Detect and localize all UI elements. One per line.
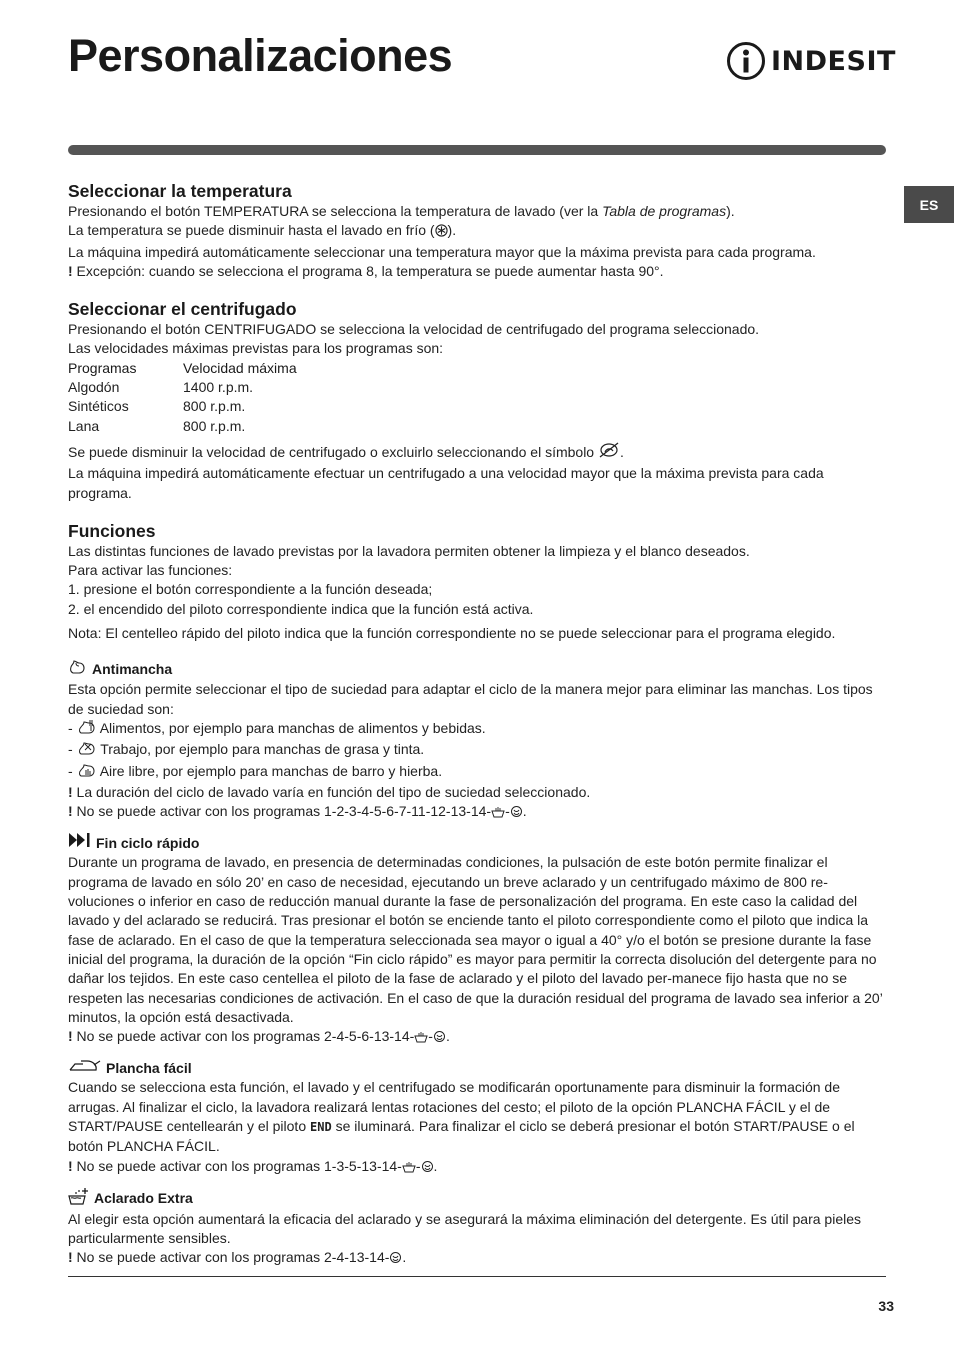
list-item: - Alimentos, por ejemplo para manchas de alimentos y bebidas. — [68, 719, 886, 740]
function-antimancha — [68, 657, 886, 823]
list-item: 2. el encendido del piloto correspondiente indica que la función está activa. — [68, 600, 534, 617]
paragraph: Presionando el botón TEMPERATURA se selecciona la temperatura de lavado (ver la Tabla de programas). — [68, 203, 735, 219]
handwash-icon — [402, 1159, 416, 1178]
paragraph: Cuando se selecciona esta función, el lavado y el centrifugado se modificarán oportunamente para disminuir la formación de arrugas. Al finalizar el ciclo, la lavadora realizará lentas rotaciones del cesto; el piloto de la opción PLANCHA FÁCIL y el de START/PAUSE centellearán y el piloto END se iluminará. Para finalizar el ciclo se deberá presionar el botón START/PAUSE o el botón PLANCHA FÁCIL. — [68, 1079, 855, 1155]
work-stain-icon — [77, 740, 97, 761]
table-row — [68, 417, 297, 436]
paragraph: La temperatura se puede disminuir hasta el lavado en frío ( ). — [68, 221, 886, 242]
section-heading: Seleccionar la temperatura — [68, 181, 292, 201]
list-item: 1. presione el botón correspondiente a la función deseada; — [68, 581, 433, 598]
brand-name: INDESIT — [771, 45, 896, 77]
table-cell: Lana — [68, 417, 100, 434]
note: ! No se puede activar con los programas 1-3-5-13-14- - . — [68, 1157, 886, 1178]
footer-divider — [68, 1276, 886, 1277]
top-divider-bar — [68, 145, 886, 155]
function-fast-end — [68, 832, 886, 1048]
main-content — [68, 180, 886, 1287]
page-number: 33 — [878, 1298, 894, 1314]
function-heading: Antimancha — [68, 657, 886, 680]
note: ! Excepción: cuando se selecciona el programa 8, la temperatura se puede aumentar hasta 90°. — [68, 262, 664, 279]
section-functions — [68, 520, 886, 1270]
table-cell: Algodón — [68, 379, 120, 396]
paragraph: Durante un programa de lavado, en presencia de determinadas condiciones, la pulsación de este botón permite finalizar el programa de lavado en sólo 20’ en caso de necesidad, ejecutando un breve aclarado y un centrifugado máximo de 800 re-voluciones o inferior en caso de reducción manual durante la fase de personalización del programa. En este caso la calidad del lavado y del aclarado se reducirá. Tras presionar el botón se enciende tanto el piloto correspondiente como el piloto que indica la fase de aclarado. En el caso de que la temperatura seleccionada sea mayor o igual a 40° y/o el botón se presione durante la fase inicial del programa, la duración de la opción “Fin ciclo rápido” es mayor para permitir la correcta disolución del detergente para no dañar los tejidos. En este caso centellea el piloto de la fase de aclarado y el piloto del lavado per-manece fijo hasta que no se respeten las necesarias condiciones de activación. En el caso de que la duración residual del programa de lavado sea inferior a 20’ minutos, la opción está desactivada. — [68, 854, 883, 1025]
list-item: - Aire libre, por ejemplo para manchas de barro y hierba. — [68, 762, 886, 783]
function-easy-iron — [68, 1057, 886, 1177]
note: ! La duración del ciclo de lavado varía en función del tipo de suciedad seleccionado. — [68, 783, 591, 800]
paragraph: Al elegir esta opción aumentará la eficacia del aclarado y se asegurará la máxima eliminación del detergente. Es útil para pieles particularmente sensibles. — [68, 1210, 861, 1247]
section-temperature — [68, 180, 886, 281]
spin-exclude-icon — [598, 441, 620, 464]
outdoor-stain-icon — [77, 762, 97, 783]
section-spin — [68, 298, 886, 503]
paragraph: Presionando el botón CENTRIFUGADO se selecciona la velocidad de centrifugado del programa seleccionado. — [68, 321, 760, 338]
table-cell: 800 r.p.m. — [183, 417, 246, 434]
paragraph: La máquina impedirá automáticamente efectuar un centrifugado a una velocidad mayor que la máxima prevista para cada programa. — [68, 465, 824, 501]
note: ! No se puede activar con los programas 2-4-5-6-13-14- - . — [68, 1027, 886, 1048]
end-indicator: END — [310, 1119, 332, 1134]
function-heading: Aclarado Extra — [68, 1187, 886, 1210]
function-heading: Plancha fácil — [68, 1057, 886, 1078]
indesit-i-icon — [726, 41, 766, 81]
note: ! No se puede activar con los programas 1-2-3-4-5-6-7-11-12-13-14- - . — [68, 802, 886, 823]
language-tab: ES — [904, 186, 954, 223]
section-heading: Funciones — [68, 520, 156, 541]
table-cell: 1400 r.p.m. — [183, 379, 254, 396]
paragraph: Nota: El centelleo rápido del piloto indica que la función correspondiente no se puede seleccionar para el programa elegido. — [68, 625, 836, 642]
section-heading: Seleccionar el centrifugado — [68, 299, 297, 320]
table-header: Velocidad máxima — [183, 359, 297, 376]
table-cell: Sintéticos — [68, 398, 129, 415]
table-header: Programas — [68, 359, 137, 376]
table-row — [68, 378, 297, 397]
paragraph: Las distintas funciones de lavado previstas por la lavadora permiten obtener la limpieza y el blanco deseados. — [68, 542, 750, 559]
table-header-row — [68, 359, 297, 378]
wool-icon — [389, 1250, 402, 1269]
handwash-icon — [414, 1029, 428, 1048]
paragraph: Se puede disminuir la velocidad de centrifugado o excluirlo seleccionando el símbolo . — [68, 441, 886, 464]
paragraph: Esta opción permite seleccionar el tipo de suciedad para adaptar el ciclo de la manera mejor para eliminar las manchas. Los tipos de suciedad son: — [68, 681, 873, 717]
cold-wash-icon — [435, 223, 448, 242]
extra-rinse-icon — [68, 1187, 90, 1210]
fast-forward-icon — [68, 832, 92, 853]
wool-icon — [433, 1029, 446, 1048]
iron-icon — [68, 1057, 102, 1078]
paragraph: La máquina impedirá automáticamente seleccionar una temperatura mayor que la máxima prevista para cada programa. — [68, 243, 816, 260]
wool-icon — [421, 1159, 434, 1178]
paragraph: Las velocidades máximas previstas para los programas son: — [68, 340, 444, 357]
list-item: - Trabajo, por ejemplo para manchas de grasa y tinta. — [68, 740, 886, 761]
table-cell: 800 r.p.m. — [183, 398, 246, 415]
function-extra-rinse — [68, 1187, 886, 1270]
speed-table — [68, 359, 297, 436]
note: ! No se puede activar con los programas 2-4-13-14- . — [68, 1248, 886, 1269]
paragraph: Para activar las funciones: — [68, 562, 233, 579]
stain-icon — [68, 657, 88, 680]
table-row — [68, 397, 297, 416]
handwash-icon — [491, 804, 505, 823]
function-heading: Fin ciclo rápido — [68, 832, 886, 853]
food-stain-icon — [77, 719, 97, 740]
brand-logo — [726, 40, 896, 82]
page-title: Personalizaciones — [68, 30, 453, 81]
wool-icon — [510, 804, 523, 823]
